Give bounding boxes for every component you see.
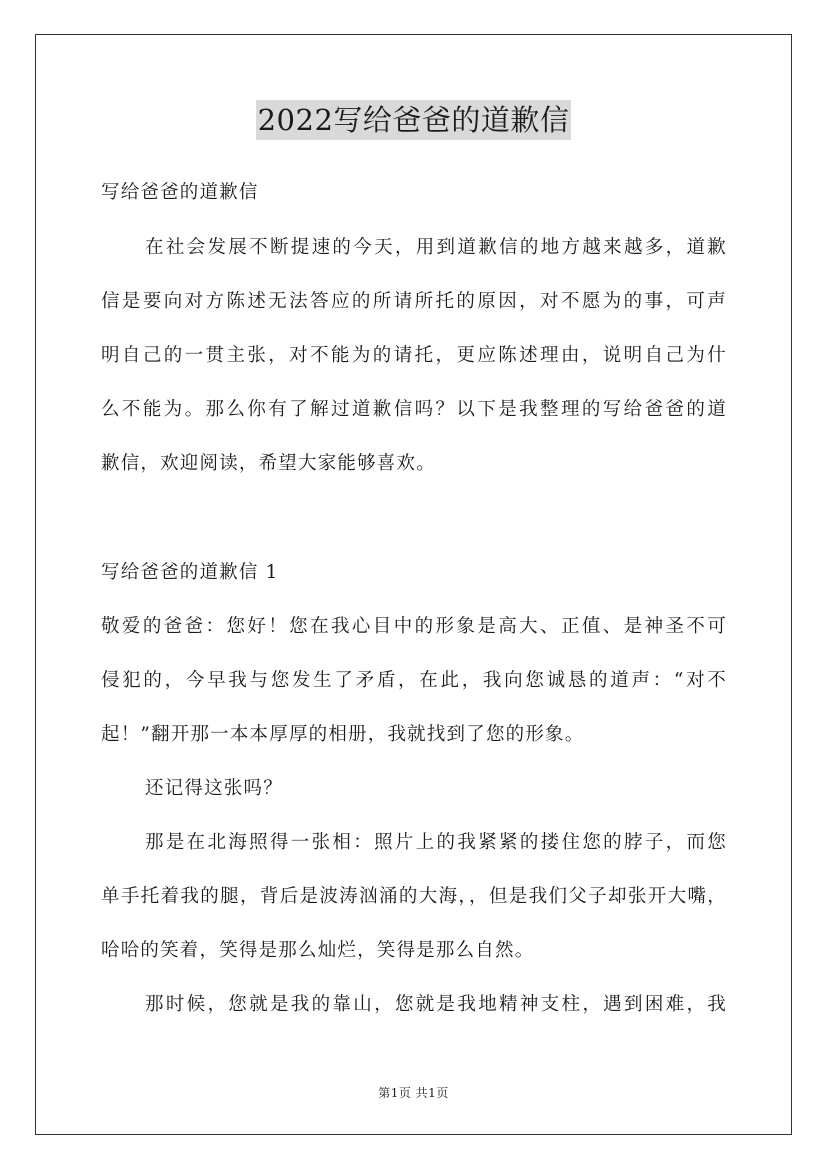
body-line: 侵犯的，今早我与您发生了矛盾，在此，我向您诚恳的道声：“对不 [101, 670, 727, 691]
intro-line: 在社会发展不断提速的今天，用到道歉信的地方越来越多，道歉 [145, 237, 727, 258]
document-subtitle: 写给爸爸的道歉信 [101, 182, 259, 203]
body-line: 哈哈的笑着，笑得是那么灿烂，笑得是那么自然。 [101, 940, 535, 961]
intro-line: 么不能为。那么你有了解过道歉信吗？以下是我整理的写给爸爸的道 [101, 399, 727, 420]
body-line: 那是在北海照得一张相：照片上的我紧紧的搂住您的脖子，而您 [145, 832, 727, 853]
intro-line: 明自己的一贯主张，对不能为的请托，更应陈述理由，说明自己为什 [101, 345, 727, 366]
body-line: 起！”翻开那一本本厚厚的相册，我就找到了您的形象。 [101, 724, 585, 745]
intro-line: 信是要向对方陈述无法答应的所请所托的原因，对不愿为的事，可声 [101, 291, 727, 312]
body-line: 那时候，您就是我的靠山，您就是我地精神支柱，遇到困难，我 [145, 994, 727, 1015]
body-line: 还记得这张吗？ [145, 778, 283, 799]
page-footer: 第1页 共1页 [378, 1086, 449, 1100]
title-container [0, 100, 827, 140]
document-title: 2022写给爸爸的道歉信 [256, 100, 572, 140]
intro-line: 歉信，欢迎阅读，希望大家能够喜欢。 [101, 453, 436, 474]
section-heading: 写给爸爸的道歉信 1 [101, 562, 279, 583]
body-line: 敬爱的爸爸：您好！您在我心目中的形象是高大、正值、是神圣不可 [101, 616, 727, 637]
body-line: 单手托着我的腿，背后是波涛汹涌的大海，，但是我们父子却张开大嘴， [101, 886, 727, 907]
